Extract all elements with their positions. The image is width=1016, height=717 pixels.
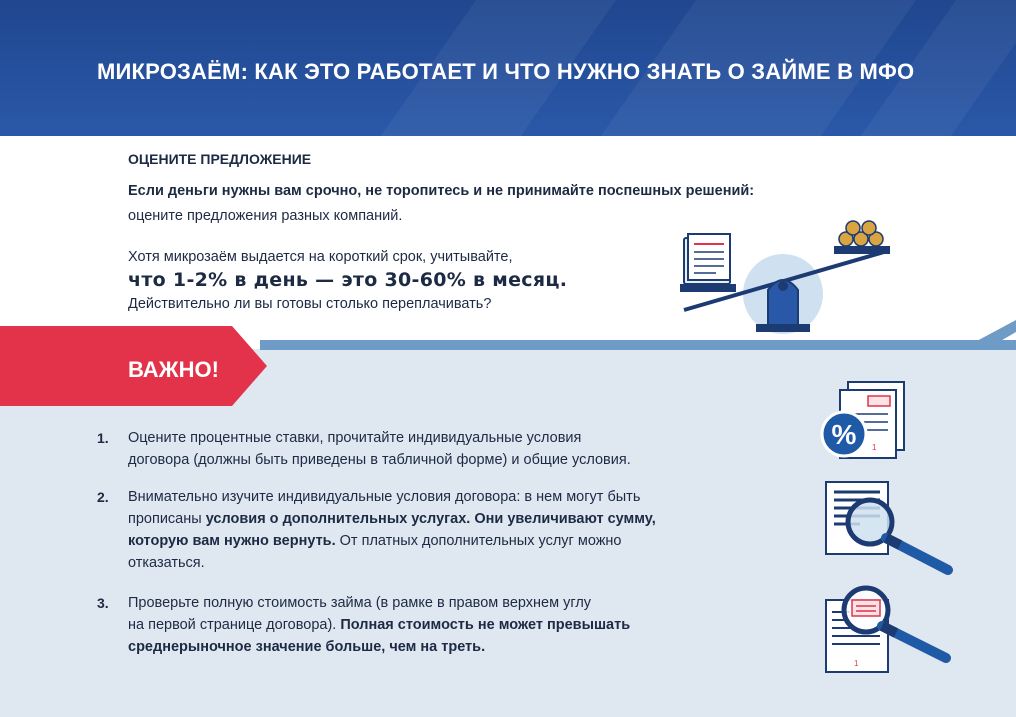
page-title: МИКРОЗАЁМ: КАК ЭТО РАБОТАЕТ И ЧТО НУЖНО ЗНАТЬ О ЗАЙМЕ В МФО xyxy=(97,59,915,84)
svg-text:1: 1 xyxy=(872,443,877,452)
offer-lead-text: Если деньги нужны вам срочно, не торопитесь и не принимайте поспешных решений: xyxy=(128,183,755,199)
offer-paragraph-1: Хотя микрозаём выдается на короткий срок, учитывайте, xyxy=(128,249,513,265)
important-label: ВАЖНО! xyxy=(128,357,219,382)
scale-illustration xyxy=(676,212,896,334)
list-number: 2. xyxy=(97,489,109,505)
offer-sub-text: оцените предложения разных компаний. xyxy=(128,208,403,224)
percent-document-icon xyxy=(816,378,912,464)
list-number: 1. xyxy=(97,430,109,446)
list-text: Внимательно изучите индивидуальные условия договора: в нем могут быть прописаны условия о дополнительных услугах. Они увеличивают сумму, которую вам нужно вернуть. От платных дополнительных услуг можно отказаться. xyxy=(128,489,656,571)
list-text: Проверьте полную стоимость займа (в рамке в правом верхнем углу на первой странице договора). Полная стоимость не может превышать среднерыночное значение больше, чем на треть. xyxy=(128,595,631,655)
svg-text:%: % xyxy=(831,419,857,450)
list-text: Оцените процентные ставки, прочитайте индивидуальные условия договора (должны быть приведены в табличной форме) и общие условия. xyxy=(128,430,631,468)
list-item-3 xyxy=(97,592,757,660)
list-item-2 xyxy=(97,486,757,576)
offer-highlight-rate: что 1-2% в день — это 30-60% в месяц. xyxy=(128,269,568,291)
offer-paragraph-3: Действительно ли вы готовы столько переплачивать? xyxy=(128,296,492,312)
header-banner xyxy=(0,0,1016,136)
list-item-1 xyxy=(97,427,757,473)
section-heading-offer: ОЦЕНИТЕ ПРЕДЛОЖЕНИЕ xyxy=(128,151,312,167)
svg-text:1: 1 xyxy=(854,659,859,668)
contract-magnifier-icon xyxy=(820,582,956,678)
list-number: 3. xyxy=(97,595,109,611)
magnifier-document-icon xyxy=(820,478,956,578)
